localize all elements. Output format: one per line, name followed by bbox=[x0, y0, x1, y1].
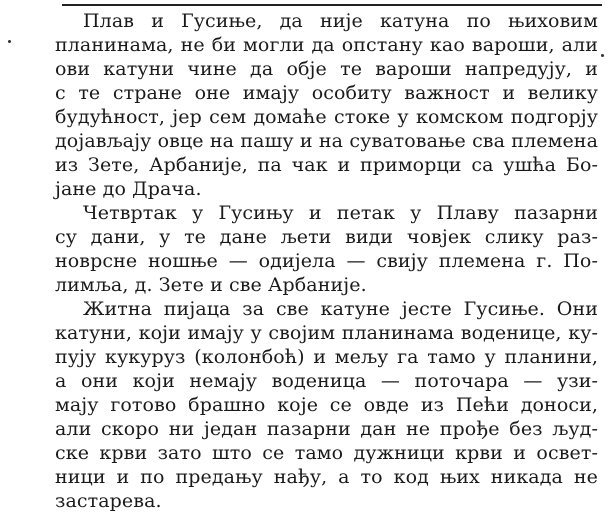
text-line: планинама, не би могли да опстану као вароши, али bbox=[55, 34, 598, 56]
text-line: а они који немају воденица — поточара — узи- bbox=[55, 370, 598, 392]
text-line: из Зете, Арбаније, па чак и приморци са ушћа Бо- bbox=[55, 154, 598, 176]
text-line: су дани, у те дане љети види човјек слику раз- bbox=[55, 226, 598, 248]
text-line: катуни, који имају у својим планинама воденице, ку- bbox=[55, 322, 598, 344]
text-line: али скоро ни један пазарни дан не прође без људ- bbox=[55, 418, 598, 440]
text-line: Четвртак у Гусињу и петак у Плаву пазарни bbox=[83, 202, 598, 224]
text-line: јане до Драча. bbox=[55, 178, 202, 200]
text-line: ске крви зато што се тамо дужници крви и освет- bbox=[55, 442, 598, 464]
text-line: пују кукуруз (колонбоћ) и мељу га тамо у планини, bbox=[55, 346, 598, 368]
text-line: лимља, д. Зете и све Арбаније. bbox=[55, 274, 367, 296]
text-line: застарева. bbox=[55, 490, 162, 512]
text-line: будућност, јер сем домаће стоке у комском подгорју bbox=[55, 106, 598, 128]
text-line: новрсне ношње — одијела — свију племена г. По- bbox=[55, 250, 598, 272]
text-line: ови катуни чине да обје те вароши напредују, и bbox=[55, 58, 598, 80]
text-line: ници и по предању нађу, а то код њих никада не bbox=[55, 466, 598, 488]
text-line: мају готово брашно које се овде из Пећи доноси, bbox=[55, 394, 598, 416]
text-line: Плав и Гусиње, да није катуна по њиховим bbox=[83, 10, 598, 32]
text-line: с те стране оне имају особиту важност и велику bbox=[55, 82, 598, 104]
text-line: Житна пијаца за све катуне јесте Гусиње. Они bbox=[83, 298, 598, 320]
text-line: дојављају овце на пашу и на суватовање сва племена bbox=[55, 130, 598, 152]
